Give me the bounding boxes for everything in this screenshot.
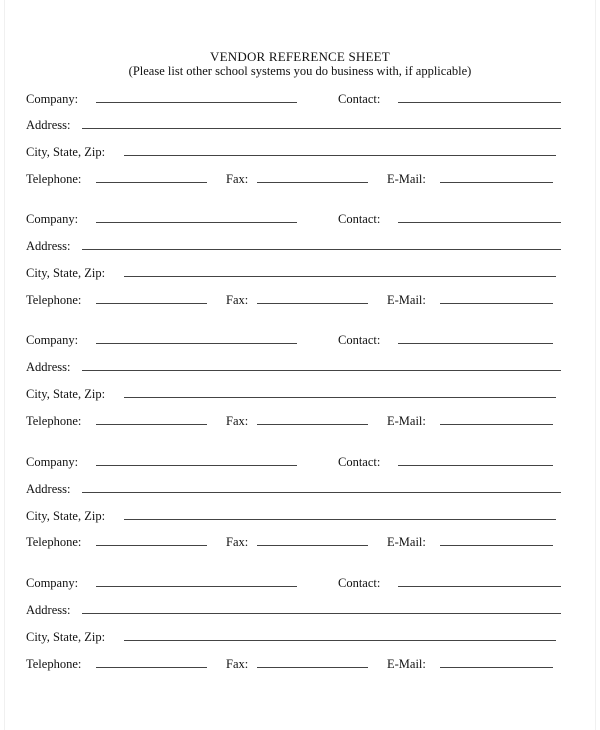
telephone-field[interactable] [96,667,207,668]
fax-field[interactable] [257,424,368,425]
company-field[interactable] [96,465,297,466]
company-label: Company: [26,455,79,469]
company-label: Company: [26,576,79,590]
document-title: VENDOR REFERENCE SHEET [210,49,390,64]
fax-label: Fax: [226,535,249,549]
document-subtitle: (Please list other school systems you do business with, if applicable) [128,64,472,78]
email-label: E-Mail: [387,293,426,307]
fax-field[interactable] [257,545,368,546]
vendor-5-company-row [26,576,566,590]
vendor-4-company-row [26,455,566,469]
vendor-3-address-row [26,360,566,374]
vendor-1-address-row [26,118,566,132]
vendor-1-phone-row [26,172,566,186]
company-label: Company: [26,212,79,226]
contact-label: Contact: [338,212,381,226]
telephone-label: Telephone: [26,172,82,186]
vendor-4-city-row [26,509,566,523]
address-field[interactable] [82,613,561,614]
contact-field[interactable] [398,343,553,344]
vendor-2-city-row [26,266,566,280]
fax-field[interactable] [257,667,368,668]
fax-field[interactable] [257,303,368,304]
vendor-4-phone-row [26,535,566,549]
contact-label: Contact: [338,333,381,347]
fax-label: Fax: [226,172,249,186]
address-label: Address: [26,360,71,374]
company-field[interactable] [96,343,297,344]
telephone-field[interactable] [96,303,207,304]
email-label: E-Mail: [387,172,426,186]
contact-field[interactable] [398,586,561,587]
vendor-3-company-row [26,333,566,347]
vendor-1-company-row [26,92,566,106]
city-state-zip-field[interactable] [124,397,556,398]
email-field[interactable] [440,545,553,546]
address-label: Address: [26,118,71,132]
email-field[interactable] [440,303,553,304]
telephone-label: Telephone: [26,657,82,671]
telephone-field[interactable] [96,545,207,546]
contact-field[interactable] [398,222,561,223]
email-label: E-Mail: [387,414,426,428]
vendor-2-phone-row [26,293,566,307]
contact-label: Contact: [338,455,381,469]
address-field[interactable] [82,492,561,493]
city-state-zip-field[interactable] [124,276,556,277]
telephone-field[interactable] [96,182,207,183]
vendor-5-address-row [26,603,566,617]
company-field[interactable] [96,586,297,587]
email-field[interactable] [440,667,553,668]
fax-field[interactable] [257,182,368,183]
vendor-4-address-row [26,482,566,496]
vendor-5-city-row [26,630,566,644]
vendor-3-phone-row [26,414,566,428]
address-label: Address: [26,603,71,617]
company-field[interactable] [96,222,297,223]
fax-label: Fax: [226,293,249,307]
contact-field[interactable] [398,102,561,103]
company-label: Company: [26,333,79,347]
city-state-zip-field[interactable] [124,155,556,156]
email-label: E-Mail: [387,657,426,671]
contact-field[interactable] [398,465,553,466]
vendor-2-address-row [26,239,566,253]
vendor-1-city-row [26,145,566,159]
city-state-zip-label: City, State, Zip: [26,145,106,159]
vendor-2-company-row [26,212,566,226]
email-field[interactable] [440,182,553,183]
city-state-zip-label: City, State, Zip: [26,266,106,280]
address-field[interactable] [82,249,561,250]
city-state-zip-label: City, State, Zip: [26,387,106,401]
address-field[interactable] [82,370,561,371]
address-label: Address: [26,239,71,253]
email-field[interactable] [440,424,553,425]
vendor-5-phone-row [26,657,566,671]
company-label: Company: [26,92,79,106]
city-state-zip-label: City, State, Zip: [26,630,106,644]
telephone-label: Telephone: [26,535,82,549]
telephone-label: Telephone: [26,414,82,428]
address-field[interactable] [82,128,561,129]
fax-label: Fax: [226,414,249,428]
telephone-label: Telephone: [26,293,82,307]
telephone-field[interactable] [96,424,207,425]
city-state-zip-field[interactable] [124,640,556,641]
email-label: E-Mail: [387,535,426,549]
city-state-zip-field[interactable] [124,519,556,520]
contact-label: Contact: [338,576,381,590]
city-state-zip-label: City, State, Zip: [26,509,106,523]
fax-label: Fax: [226,657,249,671]
company-field[interactable] [96,102,297,103]
address-label: Address: [26,482,71,496]
vendor-3-city-row [26,387,566,401]
contact-label: Contact: [338,92,381,106]
